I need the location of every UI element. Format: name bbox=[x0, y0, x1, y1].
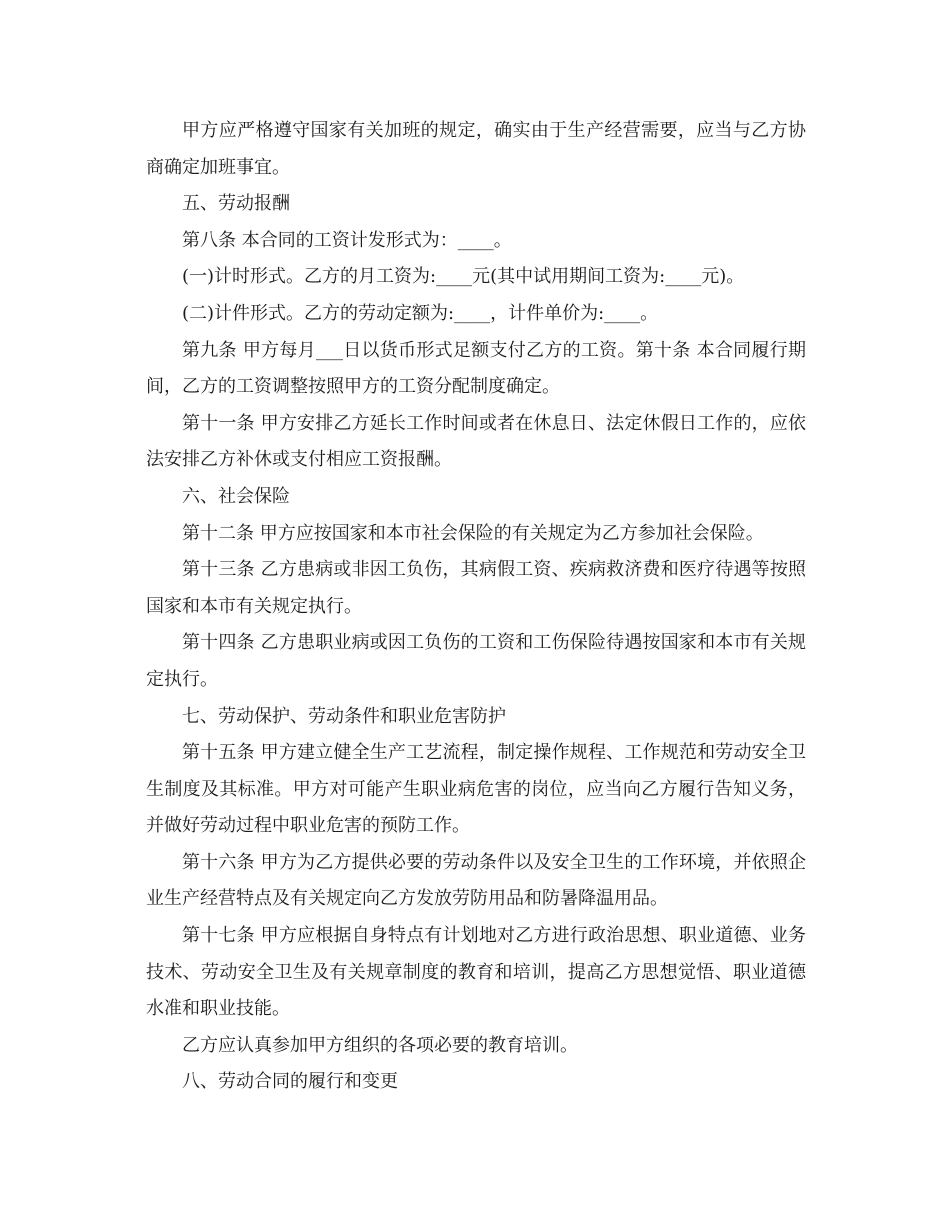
article-16: 第十六条 甲方为乙方提供必要的劳动条件以及安全卫生的工作环境，并依照企业生产经营特点及有关规定向乙方发放劳防用品和防暑降温用品。 bbox=[146, 851, 806, 910]
article-9-10: 第九条 甲方每月___日以货币形式足额支付乙方的工资。第十条 本合同履行期间，乙方的工资调整按照甲方的工资分配制度确定。 bbox=[146, 339, 806, 398]
article-17: 第十七条 甲方应根据自身特点有计划地对乙方进行政治思想、职业道德、业务技术、劳动安全卫生及有关规章制度的教育和培训，提高乙方思想觉悟、职业道德水准和职业技能。 bbox=[146, 925, 806, 1020]
article-8: 第八条 本合同的工资计发形式为：____。 bbox=[182, 229, 512, 251]
article-14: 第十四条 乙方患职业病或因工负伤的工资和工伤保险待遇按国家和本市有关规定执行。 bbox=[146, 632, 806, 690]
section-heading-contract-performance: 八、劳动合同的履行和变更 bbox=[182, 1071, 398, 1093]
article-13: 第十三条 乙方患病或非因工负伤，其病假工资、疾病救济费和医疗待遇等按照国家和本市有关规定执行。 bbox=[146, 559, 806, 617]
article-8-item-2: (二)计件形式。乙方的劳动定额为:____，计件单价为:____。 bbox=[182, 302, 659, 324]
article-8-item-1: (一)计时形式。乙方的月工资为:____元(其中试用期间工资为:____元)。 bbox=[182, 266, 745, 288]
document-body bbox=[146, 113, 806, 1101]
paragraph-training: 乙方应认真参加甲方组织的各项必要的教育培训。 bbox=[182, 1034, 578, 1056]
section-heading-remuneration: 五、劳动报酬 bbox=[182, 193, 290, 215]
section-heading-social-insurance: 六、社会保险 bbox=[182, 485, 290, 507]
article-12: 第十二条 甲方应按国家和本市社会保险的有关规定为乙方参加社会保险。 bbox=[182, 522, 764, 544]
section-heading-labor-protection: 七、劳动保护、劳动条件和职业危害防护 bbox=[182, 705, 506, 727]
article-11: 第十一条 甲方安排乙方延长工作时间或者在休息日、法定休假日工作的，应依法安排乙方补休或支付相应工资报酬。 bbox=[146, 412, 806, 471]
article-15: 第十五条 甲方建立健全生产工艺流程，制定操作规程、工作规范和劳动安全卫生制度及其标准。甲方对可能产生职业病危害的岗位，应当向乙方履行告知义务，并做好劳动过程中职业危害的预防工作。 bbox=[146, 742, 806, 837]
paragraph-overtime-rule: 甲方应严格遵守国家有关加班的规定，确实由于生产经营需要，应当与乙方协商确定加班事宜。 bbox=[146, 120, 806, 178]
